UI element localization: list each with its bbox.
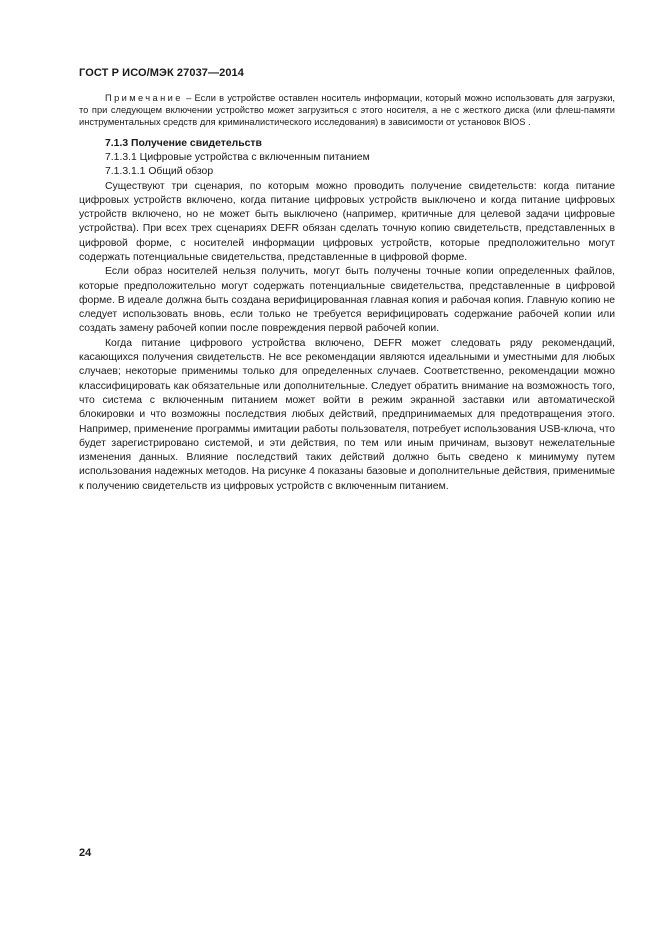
paragraph: Если образ носителей нельзя получить, могут быть получены точные копии определенных файлов, которые предположительно могут содержать потенциальные свидетельства, представленные в цифровой форме. В идеале должна быть создана верифицированная главная копия и рабочая копия. Главную копию не следует использовать вновь, если только не требуется верифицировать содержание рабочей копии или создать замену рабочей копии после повреждения первой рабочей копии. [79,266,615,335]
note-text: – Если в устройстве оставлен носитель информации, который можно использовать для загрузки, то при следующем включении устройство может загрузиться с этого носителя, а не с жесткого диска (или флеш-памяти инструментальных средств для криминалистического исследования) в зависимости от установок BIOS . [79,93,615,128]
paragraph: Когда питание цифрового устройства включено, DEFR может следовать ряду рекомендаций, касающихся получения свидетельств. Не все рекомендации являются идеальными и уместными для любых случаев; некоторые применимы только для определенных случаев. Соответственно, рекомендации можно классифицировать как обязательные или дополнительные. Следует обратить внимание на возможность того, что система с включенным питанием может войти в режим экранной заставки или автоматической блокировки и что возможны последствия любых действий, предпринимаемых для предотвращения этого. Например, применение программы имитации работы пользователя, потребует использования USB-ключа, что будет зарегистрировано системой, и эти действия, по тем или иным причинам, вызовут нежелательные изменения данных. Влияние последствий таких действий должно быть сведено к минимуму путем использования надежных методов. На рисунке 4 показаны базовые и дополнительные действия, применимые к получению свидетельств из цифровых устройств с включенным питанием. [79,337,615,492]
page-header: ГОСТ Р ИСО/МЭК 27037—2014 [79,67,244,79]
section-heading: 7.1.3 Получение свидетельств [105,137,262,149]
subsubsection-heading: 7.1.3.1.1 Общий обзор [105,166,214,178]
subsection-heading: 7.1.3.1 Цифровые устройства с включенным питанием [105,151,370,163]
page-number: 24 [79,847,92,859]
note [79,92,615,129]
document-body [79,92,615,494]
paragraph: Существуют три сценария, по которым можно проводить получение свидетельств: когда питание цифровых устройств включено, когда питание цифровых устройств выключено и когда питание цифровых устройств включено, но не может быть выключено (например, критичные для целевой задачи цифровые устройства). При всех трех сценариях DEFR обязан сделать точную копию свидетельств, представленных в цифровой форме, с носителей информации цифровых устройств, которые предположительно могут содержать потенциальные свидетельства, представленные в цифровой форме. [79,180,615,263]
note-label: Примечание [105,93,183,103]
